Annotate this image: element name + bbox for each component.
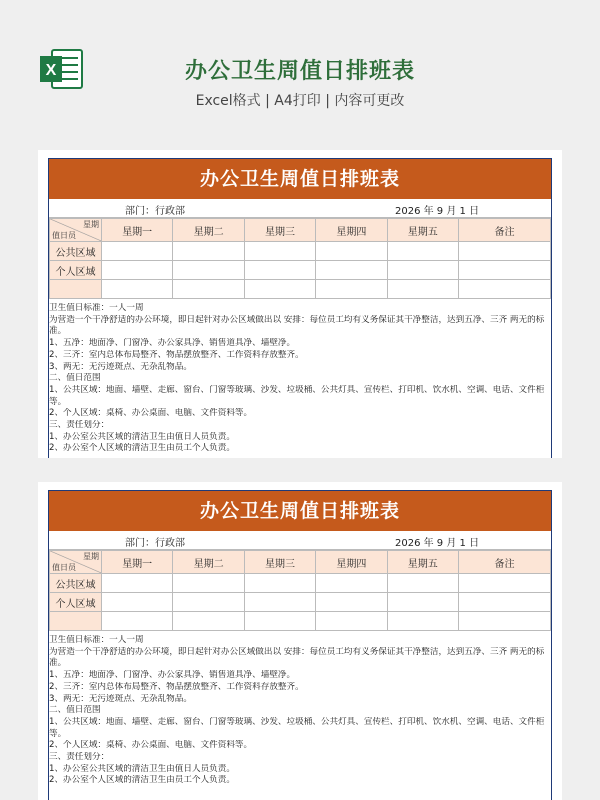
note-line: 二、值日范围 [49,373,101,384]
note-line: 卫生值日标准：一人一周 [49,635,144,645]
schedule-table [49,218,551,299]
table-row [50,280,551,299]
note-line: 2、三齐：室内总体布局整齐、物品摆放整齐、工作资料存放整齐。 [49,349,304,360]
row-label [50,280,102,299]
date-label: 2026 年 9 月 1 日 [395,206,480,217]
note-line: 2、办公室个人区域的清洁卫生由员工个人负责。 [49,443,235,454]
row-label [50,612,102,631]
column-header: 星期四 [316,551,387,574]
note-line: 卫生值日标准：一人一周 [49,303,144,313]
svg-text:X: X [45,62,57,79]
info-line [49,199,551,218]
page-subtitle: Excel格式 | A4打印 | 内容可更改 [195,93,405,109]
table-header-row [50,219,551,242]
corner-staff-label: 值日员 [52,563,76,572]
column-header: 星期三 [244,219,315,242]
note-line: 为营造一个干净舒适的办公环境，即日起针对办公区域做出以 安排：每位员工均有义务保证其干净整洁，达到五净、三齐 两无的标准。 [49,314,545,337]
note-line: 1、办公室公共区域的清洁卫生由值日人员负责。 [49,763,235,774]
table-row [50,612,551,631]
schedule-table [49,550,551,631]
corner-cell [50,551,102,574]
sheet-frame [48,490,552,800]
note-line: 3、两无：无污迹斑点、无杂乱物品。 [49,361,192,372]
sheet-banner: 办公卫生周值日排班表 [49,159,551,199]
column-header: 备注 [459,219,551,242]
row-label: 公共区域 [50,242,102,261]
column-header: 星期一 [102,551,173,574]
note-line: 为营造一个干净舒适的办公环境，即日起针对办公区域做出以 安排：每位员工均有义务保证其干净整洁，达到五净、三齐 两无的标准。 [49,646,545,669]
column-header: 星期二 [173,551,244,574]
note-line: 三、责任划分： [49,420,110,431]
note-line: 1、办公室公共区域的清洁卫生由值日人员负责。 [49,431,235,442]
duty-notes [49,631,551,787]
note-line: 3、两无：无污迹斑点、无杂乱物品。 [49,693,192,704]
corner-staff-label: 值日员 [52,231,76,240]
row-label: 公共区域 [50,574,102,593]
department-label: 部门：行政部 [125,538,185,549]
note-line: 2、办公室个人区域的清洁卫生由员工个人负责。 [49,775,235,786]
note-line: 1、五净：地面净、门窗净、办公家具净、销售道具净、墙壁净。 [49,338,296,349]
table-row [50,242,551,261]
row-label: 个人区域 [50,261,102,280]
sheet-banner: 办公卫生周值日排班表 [49,491,551,531]
row-label: 个人区域 [50,593,102,612]
column-header: 备注 [459,551,551,574]
note-line: 2、三齐：室内总体布局整齐、物品摆放整齐、工作资料存放整齐。 [49,681,304,692]
corner-weekday-label: 星期 [83,220,99,229]
column-header: 星期三 [244,551,315,574]
duty-notes [49,299,551,455]
column-header: 星期二 [173,219,244,242]
note-line: 2、个人区域：桌椅、办公桌面、电脑、文件资料等。 [49,408,253,419]
note-line: 1、公共区域：地面、墙壁、走廊、窗台、门窗等玻璃、沙发、垃圾桶、公共灯具、宣传栏、打印机、饮水机、空调、电话、文件柜等。 [49,384,545,407]
department-label: 部门：行政部 [125,206,185,217]
sheet-preview-2 [38,482,562,800]
table-row [50,574,551,593]
column-header: 星期五 [387,551,458,574]
table-row [50,261,551,280]
table-row [50,593,551,612]
info-line [49,531,551,550]
table-header-row [50,551,551,574]
page-title: 办公卫生周值日排班表 [184,59,415,84]
note-line: 三、责任划分： [49,752,110,763]
corner-cell [50,219,102,242]
sheet-preview-1 [38,150,562,458]
note-line: 2、个人区域：桌椅、办公桌面、电脑、文件资料等。 [49,740,253,751]
page-header [0,0,600,130]
note-line: 1、公共区域：地面、墙壁、走廊、窗台、门窗等玻璃、沙发、垃圾桶、公共灯具、宣传栏、打印机、饮水机、空调、电话、文件柜等。 [49,716,545,739]
corner-weekday-label: 星期 [83,552,99,561]
column-header: 星期五 [387,219,458,242]
date-label: 2026 年 9 月 1 日 [395,538,480,549]
sheet-frame [48,158,552,458]
column-header: 星期四 [316,219,387,242]
note-line: 1、五净：地面净、门窗净、办公家具净、销售道具净、墙壁净。 [49,670,296,681]
note-line: 二、值日范围 [49,705,101,716]
column-header: 星期一 [102,219,173,242]
